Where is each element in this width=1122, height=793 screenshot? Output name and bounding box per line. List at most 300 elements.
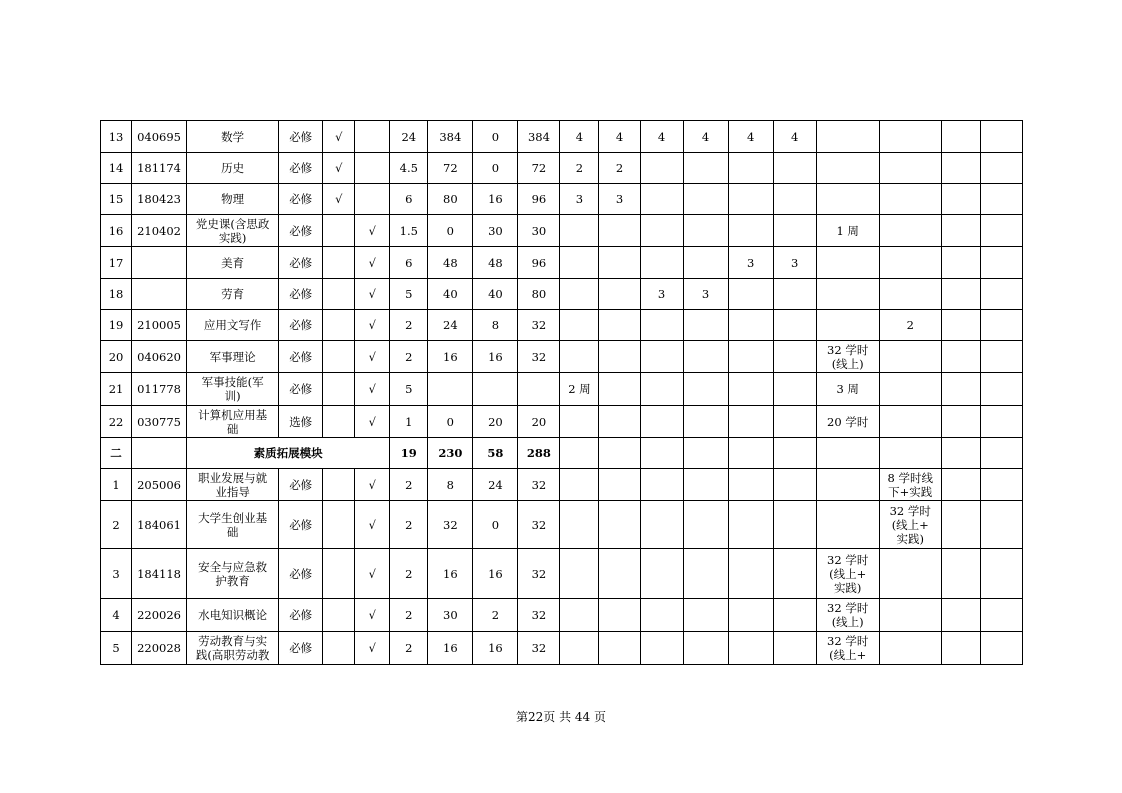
table-cell (728, 406, 773, 438)
table-cell (941, 469, 980, 501)
table-row (101, 406, 1023, 438)
table-cell (773, 632, 816, 665)
table-cell: 96 (518, 184, 560, 215)
table-cell (941, 501, 980, 549)
table-cell: 16 (101, 215, 132, 247)
table-cell (355, 121, 390, 153)
page-footer: 第22页 共 44 页 (516, 710, 606, 724)
table-cell (980, 310, 1022, 341)
table-row (101, 310, 1023, 341)
table-cell (683, 501, 728, 549)
table-cell (941, 121, 980, 153)
table-cell: 素质拓展模块 (187, 438, 390, 469)
table-cell: 80 (428, 184, 473, 215)
table-cell (980, 184, 1022, 215)
table-cell (560, 469, 599, 501)
table-cell: 4 (683, 121, 728, 153)
table-cell: 32 (518, 310, 560, 341)
table-cell: 2 (560, 153, 599, 184)
table-cell (683, 341, 728, 373)
table-cell (728, 279, 773, 310)
table-cell (816, 279, 879, 310)
table-cell: 2 (599, 153, 640, 184)
table-cell: 必修 (279, 279, 323, 310)
table-row (101, 599, 1023, 632)
table-cell (980, 469, 1022, 501)
table-cell: 205006 (132, 469, 187, 501)
table-cell: 必修 (279, 121, 323, 153)
table-cell (473, 373, 518, 406)
table-cell: 16 (473, 184, 518, 215)
table-cell (773, 153, 816, 184)
table-cell (599, 469, 640, 501)
table-cell: 4 (560, 121, 599, 153)
table-cell: 384 (428, 121, 473, 153)
table-cell (980, 215, 1022, 247)
table-cell: 220026 (132, 599, 187, 632)
table-cell: 军事技能(军 训) (187, 373, 279, 406)
table-cell (323, 247, 355, 279)
table-cell (816, 469, 879, 501)
table-cell (816, 310, 879, 341)
table-cell: 4 (101, 599, 132, 632)
table-cell (599, 406, 640, 438)
table-row (101, 215, 1023, 247)
table-cell (980, 373, 1022, 406)
table-cell: 必修 (279, 341, 323, 373)
table-cell: 16 (473, 632, 518, 665)
table-cell: 30 (473, 215, 518, 247)
table-cell: 美育 (187, 247, 279, 279)
table-cell (980, 247, 1022, 279)
table-cell (941, 406, 980, 438)
table-cell: 必修 (279, 373, 323, 406)
table-cell (728, 632, 773, 665)
table-cell: 32 (518, 599, 560, 632)
table-cell: √ (355, 279, 390, 310)
table-cell: 3 (773, 247, 816, 279)
table-cell: 5 (390, 373, 428, 406)
table-cell (560, 310, 599, 341)
table-row (101, 121, 1023, 153)
table-cell (560, 406, 599, 438)
table-cell: 8 (428, 469, 473, 501)
table-cell: 1 (390, 406, 428, 438)
table-cell (773, 215, 816, 247)
table-cell (599, 549, 640, 599)
table-cell: 大学生创业基 础 (187, 501, 279, 549)
table-cell: 4 (728, 121, 773, 153)
table-cell: 3 (640, 279, 683, 310)
table-cell (879, 406, 941, 438)
table-cell: 2 (390, 341, 428, 373)
table-cell: 32 (518, 501, 560, 549)
table-cell (560, 632, 599, 665)
table-cell (728, 549, 773, 599)
table-cell (323, 373, 355, 406)
table-cell (941, 310, 980, 341)
table-cell (599, 247, 640, 279)
table-cell: √ (323, 153, 355, 184)
table-cell: 20 学时 (816, 406, 879, 438)
table-cell: 24 (390, 121, 428, 153)
table-cell (323, 310, 355, 341)
table-cell: 011778 (132, 373, 187, 406)
table-cell: 32 学时 (线上+ 实践) (816, 549, 879, 599)
table-cell (599, 501, 640, 549)
table-cell (599, 215, 640, 247)
table-cell: 选修 (279, 406, 323, 438)
table-cell (728, 184, 773, 215)
table-cell: 2 周 (560, 373, 599, 406)
table-cell (599, 310, 640, 341)
table-cell: 2 (390, 469, 428, 501)
table-cell: 40 (428, 279, 473, 310)
table-cell: 3 (599, 184, 640, 215)
table-cell (816, 153, 879, 184)
table-cell (323, 599, 355, 632)
table-cell (560, 247, 599, 279)
table-cell: 184061 (132, 501, 187, 549)
table-cell: 二 (101, 438, 132, 469)
table-cell: 48 (428, 247, 473, 279)
table-cell (980, 121, 1022, 153)
table-cell (728, 438, 773, 469)
table-cell (599, 599, 640, 632)
table-cell: 物理 (187, 184, 279, 215)
table-cell: 党史课(含思政 实践) (187, 215, 279, 247)
table-cell: 2 (879, 310, 941, 341)
table-cell (879, 549, 941, 599)
table-cell (640, 215, 683, 247)
table-cell (560, 501, 599, 549)
table-cell: 3 (560, 184, 599, 215)
table-cell: 18 (101, 279, 132, 310)
table-cell: √ (355, 341, 390, 373)
table-cell (773, 549, 816, 599)
table-cell (323, 279, 355, 310)
table-cell (879, 599, 941, 632)
table-cell: 384 (518, 121, 560, 153)
table-cell: 水电知识概论 (187, 599, 279, 632)
table-cell (683, 373, 728, 406)
table-cell: 2 (390, 599, 428, 632)
table-cell: 288 (518, 438, 560, 469)
table-cell: 210402 (132, 215, 187, 247)
table-cell (773, 469, 816, 501)
table-cell: 19 (101, 310, 132, 341)
table-row (101, 279, 1023, 310)
table-cell (599, 632, 640, 665)
table-cell: 58 (473, 438, 518, 469)
table-cell: 4 (773, 121, 816, 153)
table-cell: 3 周 (816, 373, 879, 406)
table-cell: 4 (640, 121, 683, 153)
table-cell (560, 438, 599, 469)
table-cell (728, 599, 773, 632)
table-cell (941, 184, 980, 215)
table-cell: 220028 (132, 632, 187, 665)
table-cell: 16 (428, 341, 473, 373)
table-cell (728, 373, 773, 406)
table-cell: 2 (473, 599, 518, 632)
table-cell (879, 438, 941, 469)
table-cell (980, 632, 1022, 665)
table-cell (683, 549, 728, 599)
table-cell (683, 438, 728, 469)
table-cell (560, 279, 599, 310)
table-cell: 1 (101, 469, 132, 501)
table-cell: √ (355, 247, 390, 279)
table-cell: 4 (599, 121, 640, 153)
table-cell (941, 215, 980, 247)
table-cell: 8 (473, 310, 518, 341)
table-cell: 2 (390, 549, 428, 599)
table-cell: √ (323, 121, 355, 153)
table-cell (640, 247, 683, 279)
table-cell (683, 184, 728, 215)
table-cell (640, 549, 683, 599)
table-cell: 32 学时 (线上+ (816, 632, 879, 665)
table-cell: 应用文写作 (187, 310, 279, 341)
table-cell (560, 599, 599, 632)
table-cell (941, 247, 980, 279)
table-cell (816, 121, 879, 153)
table-cell: 必修 (279, 469, 323, 501)
table-cell (323, 549, 355, 599)
table-cell: 必修 (279, 215, 323, 247)
table-cell: √ (355, 406, 390, 438)
table-cell (323, 501, 355, 549)
table-cell (323, 406, 355, 438)
table-cell: 2 (390, 310, 428, 341)
table-cell (355, 153, 390, 184)
table-cell (640, 438, 683, 469)
table-cell: 必修 (279, 632, 323, 665)
table-body (101, 121, 1023, 665)
table-cell (879, 184, 941, 215)
table-cell (773, 341, 816, 373)
table-cell: 15 (101, 184, 132, 215)
table-cell (773, 438, 816, 469)
table-cell: √ (355, 373, 390, 406)
table-cell: 2 (390, 501, 428, 549)
table-cell (323, 341, 355, 373)
table-cell (323, 215, 355, 247)
table-cell: 32 学时 (线上) (816, 341, 879, 373)
table-row (101, 549, 1023, 599)
table-cell (980, 406, 1022, 438)
table-cell (132, 247, 187, 279)
table-cell (640, 599, 683, 632)
table-cell: 2 (390, 632, 428, 665)
table-cell (728, 310, 773, 341)
table-cell (728, 215, 773, 247)
table-cell (980, 599, 1022, 632)
table-cell (816, 184, 879, 215)
table-cell (640, 406, 683, 438)
table-row (101, 153, 1023, 184)
table-cell (879, 341, 941, 373)
table-cell: 32 学时 (线上) (816, 599, 879, 632)
table-cell (560, 215, 599, 247)
table-cell: 17 (101, 247, 132, 279)
table-cell (879, 215, 941, 247)
table-cell: 4.5 (390, 153, 428, 184)
table-cell (683, 153, 728, 184)
table-cell (773, 184, 816, 215)
table-cell: 30 (518, 215, 560, 247)
table-cell: 3 (683, 279, 728, 310)
table-cell: 职业发展与就 业指导 (187, 469, 279, 501)
table-cell (773, 310, 816, 341)
table-cell (728, 501, 773, 549)
table-cell: 历史 (187, 153, 279, 184)
table-cell: √ (355, 632, 390, 665)
table-cell: √ (355, 469, 390, 501)
table-cell: 040620 (132, 341, 187, 373)
table-cell: 劳育 (187, 279, 279, 310)
table-cell: 180423 (132, 184, 187, 215)
table-cell: 数学 (187, 121, 279, 153)
table-cell: 16 (473, 549, 518, 599)
table-cell (980, 438, 1022, 469)
table-cell (323, 469, 355, 501)
table-cell: 181174 (132, 153, 187, 184)
table-cell (879, 632, 941, 665)
table-cell: 必修 (279, 549, 323, 599)
table-cell: 20 (101, 341, 132, 373)
table-cell: 40 (473, 279, 518, 310)
table-cell (941, 341, 980, 373)
table-row (101, 632, 1023, 665)
table-cell (773, 599, 816, 632)
table-cell (816, 438, 879, 469)
table-cell: 0 (473, 121, 518, 153)
table-cell: √ (323, 184, 355, 215)
table-cell: 0 (473, 501, 518, 549)
table-cell: 劳动教育与实 践(高职劳动教 (187, 632, 279, 665)
table-cell: 22 (101, 406, 132, 438)
section-row (101, 438, 1023, 469)
table-cell: 80 (518, 279, 560, 310)
table-cell: 48 (473, 247, 518, 279)
table-cell (816, 501, 879, 549)
table-cell: 3 (728, 247, 773, 279)
table-cell: 13 (101, 121, 132, 153)
table-cell (728, 341, 773, 373)
table-cell: 5 (390, 279, 428, 310)
table-cell: √ (355, 599, 390, 632)
table-cell: √ (355, 310, 390, 341)
table-cell (640, 153, 683, 184)
table-cell: 1 周 (816, 215, 879, 247)
table-cell: 必修 (279, 247, 323, 279)
table-cell: 16 (473, 341, 518, 373)
table-cell (599, 279, 640, 310)
table-cell (683, 310, 728, 341)
table-cell: 040695 (132, 121, 187, 153)
table-cell (941, 373, 980, 406)
table-cell (640, 632, 683, 665)
table-cell (879, 373, 941, 406)
table-cell: 军事理论 (187, 341, 279, 373)
table-cell (640, 469, 683, 501)
table-row (101, 184, 1023, 215)
table-row (101, 501, 1023, 549)
table-cell (640, 341, 683, 373)
table-cell: 32 (428, 501, 473, 549)
table-cell (132, 279, 187, 310)
table-cell (428, 373, 473, 406)
table-row (101, 469, 1023, 501)
table-row (101, 247, 1023, 279)
table-cell (560, 341, 599, 373)
table-cell (980, 549, 1022, 599)
table-cell (728, 153, 773, 184)
table-cell (816, 247, 879, 279)
table-cell (879, 279, 941, 310)
table-cell (879, 121, 941, 153)
table-cell (941, 279, 980, 310)
table-cell: 6 (390, 247, 428, 279)
table-cell (599, 341, 640, 373)
table-cell: 必修 (279, 501, 323, 549)
table-cell (773, 501, 816, 549)
table-cell (683, 599, 728, 632)
table-cell: 184118 (132, 549, 187, 599)
table-cell: 32 (518, 632, 560, 665)
table-cell: 必修 (279, 310, 323, 341)
table-row (101, 341, 1023, 373)
table-cell: 24 (428, 310, 473, 341)
table-cell: 21 (101, 373, 132, 406)
table-cell (683, 215, 728, 247)
table-cell (640, 310, 683, 341)
table-cell: 5 (101, 632, 132, 665)
table-cell: 必修 (279, 184, 323, 215)
table-cell (941, 438, 980, 469)
table-cell: 6 (390, 184, 428, 215)
table-cell: 32 (518, 341, 560, 373)
table-row (101, 373, 1023, 406)
table-cell: 32 学时 (线上+ 实践) (879, 501, 941, 549)
table-cell (132, 438, 187, 469)
table-cell: 8 学时线 下+实践 (879, 469, 941, 501)
table-cell: 1.5 (390, 215, 428, 247)
table-cell (640, 184, 683, 215)
table-cell: 计算机应用基 础 (187, 406, 279, 438)
table-cell: 必修 (279, 599, 323, 632)
table-cell (728, 469, 773, 501)
table-cell (773, 373, 816, 406)
table-cell: 72 (428, 153, 473, 184)
table-cell: 0 (428, 215, 473, 247)
table-cell (980, 153, 1022, 184)
table-cell: 必修 (279, 153, 323, 184)
table-cell: 16 (428, 632, 473, 665)
table-cell: 230 (428, 438, 473, 469)
course-plan-table (100, 120, 1023, 665)
table-cell (773, 406, 816, 438)
table-cell: 20 (518, 406, 560, 438)
table-cell (599, 438, 640, 469)
table-cell (683, 247, 728, 279)
table-cell: 14 (101, 153, 132, 184)
table-cell: 16 (428, 549, 473, 599)
table-cell: 32 (518, 549, 560, 599)
table-cell: 96 (518, 247, 560, 279)
